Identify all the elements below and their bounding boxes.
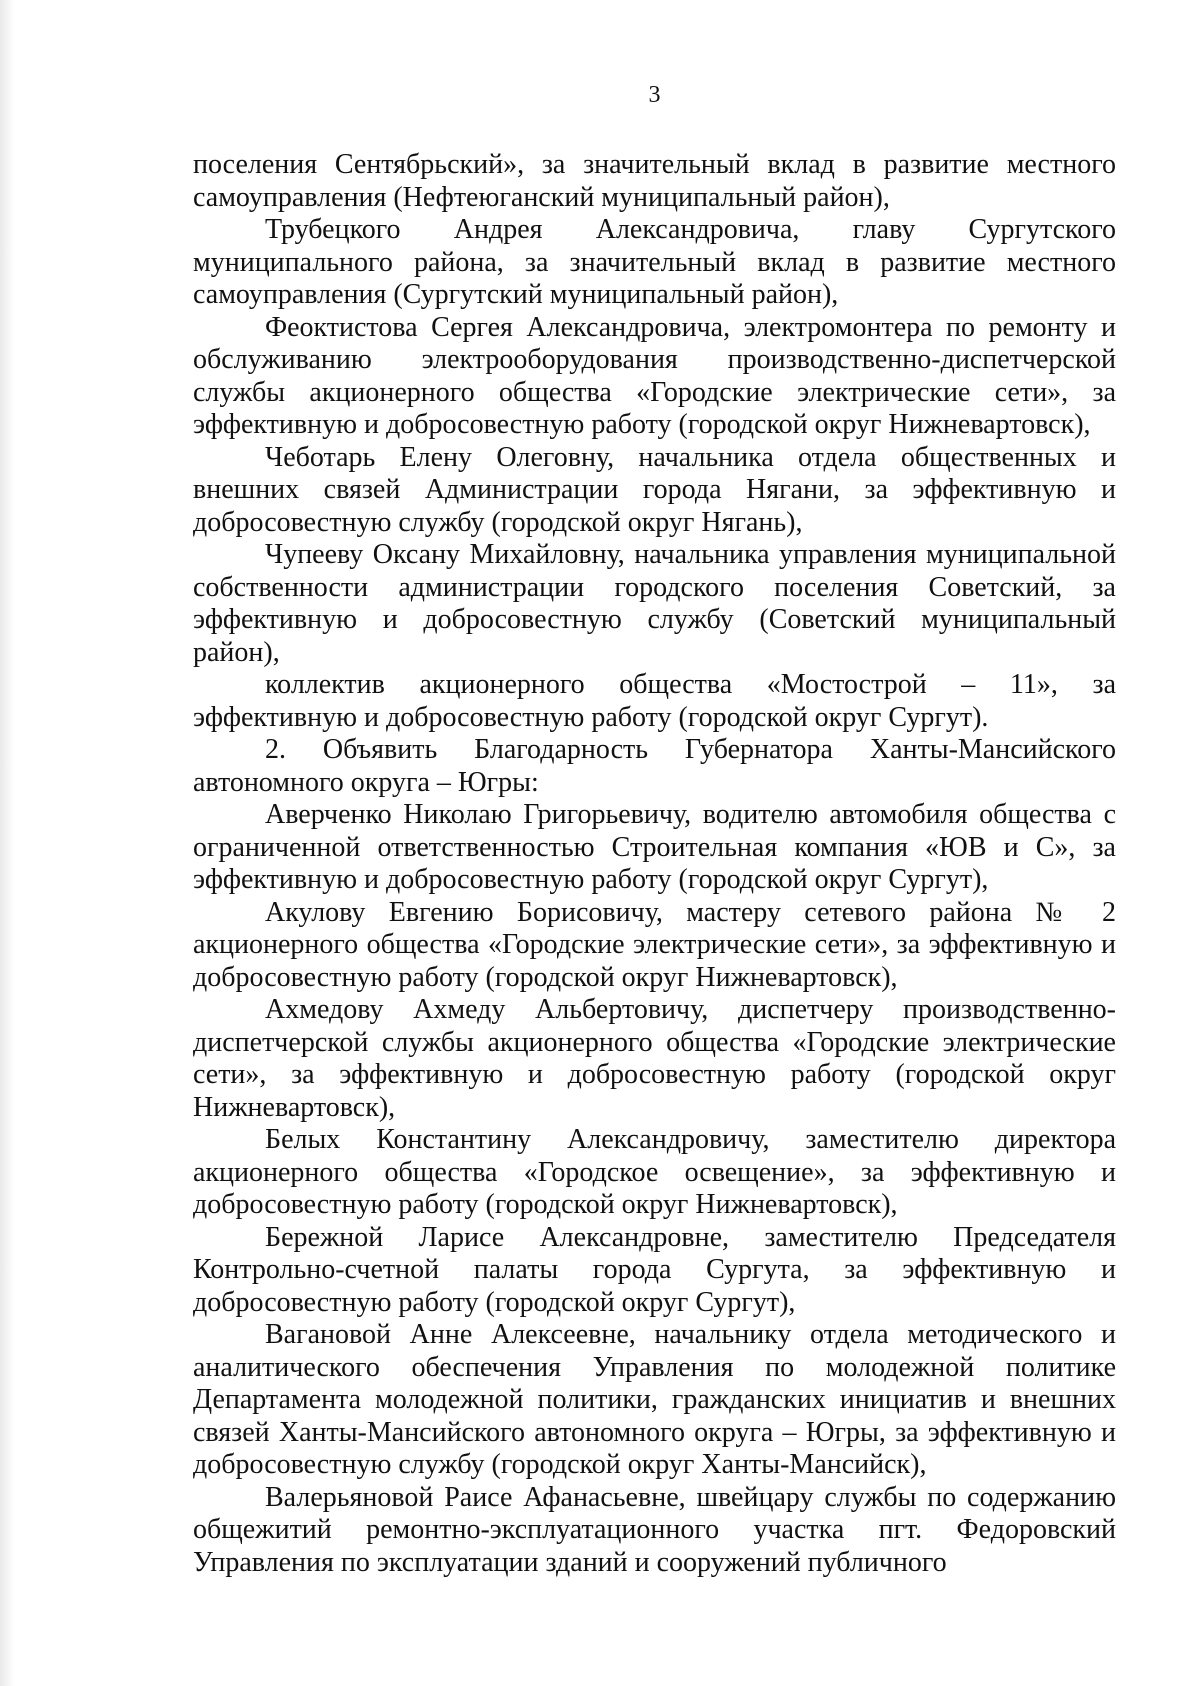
paragraph-valeryanova: Валерьяновой Раисе Афанасьевне, швейцару службы по содержанию общежитий ремонтно-эксплуатационного участка пгт. Федоровский Управления по эксплуатации зданий и сооружений публичного (193, 1481, 1116, 1578)
paragraph-chebotar: Чеботарь Елену Олеговну, начальника отдела общественных и внешних связей Администрации города Нягани, за эффективную и добросовестную службу (городской округ Нягань), (193, 441, 1116, 538)
paragraph-trubetskoy: Трубецкого Андрея Александровича, главу Сургутского муниципального района, за значительный вклад в развитие местного самоуправления (Сургутский муниципальный район), (193, 214, 1116, 310)
paragraph-vaganova: Вагановой Анне Алексеевне, начальнику отдела методического и аналитического обеспечения Управления по молодежной политике Департамента молодежной политики, гражданских инициатив и внешних связей Ханты-Мансийского автономного округа – Югры, за эффективную и добросовестную службу (городской округ Ханты-Мансийск), (193, 1319, 1116, 1480)
paragraph-continuation: поселения Сентябрьский», за значительный вклад в развитие местного самоуправления (Нефтеюганский муниципальный район), (193, 149, 1116, 213)
paragraph-section-2: 2. Объявить Благодарность Губернатора Ханты-Мансийского автономного округа – Югры: (193, 734, 1116, 798)
scan-edge (0, 0, 14, 1686)
paragraph-feoktistov: Феоктистова Сергея Александровича, электромонтера по ремонту и обслуживанию электрооборудования производственно-диспетчерской службы акционерного общества «Городские электрические сети», за эффективную и добросовестную работу (городской округ Нижневартовск), (193, 311, 1116, 440)
paragraph-collective-mostostroy: коллектив акционерного общества «Мостострой – 11», за эффективную и добросовестную работу (городской округ Сургут). (193, 669, 1116, 733)
paragraph-averchenko: Аверченко Николаю Григорьевичу, водителю автомобиля общества с ограниченной ответственностью Строительная компания «ЮВ и С», за эффективную и добросовестную работу (городской округ Сургут), (193, 799, 1116, 895)
document-page (193, 80, 1116, 1579)
paragraph-berezhnaya: Бережной Ларисе Александровне, заместителю Председателя Контрольно-счетной палаты города Сургута, за эффективную и добросовестную работу (городской округ Сургут), (193, 1221, 1116, 1318)
paragraph-chupeeva: Чупееву Оксану Михайловну, начальника управления муниципальной собственности администрации городского поселения Советский, за эффективную и добросовестную службу (Советский муниципальный район), (193, 539, 1116, 668)
paragraph-akulov: Акулову Евгению Борисовичу, мастеру сетевого района № 2 акционерного общества «Городские электрические сети», за эффективную и добросовестную работу (городской округ Нижневартовск), (193, 896, 1116, 993)
paragraph-akhmedov: Ахмедову Ахмеду Альбертовичу, диспетчеру производственно-диспетчерской службы акционерного общества «Городские электрические сети», за эффективную и добросовестную работу (городской округ Нижневартовск), (193, 994, 1116, 1123)
paragraph-belykh: Белых Константину Александровичу, заместителю директора акционерного общества «Городское освещение», за эффективную и добросовестную работу (городской округ Нижневартовск), (193, 1124, 1116, 1220)
page-number: 3 (648, 82, 661, 108)
